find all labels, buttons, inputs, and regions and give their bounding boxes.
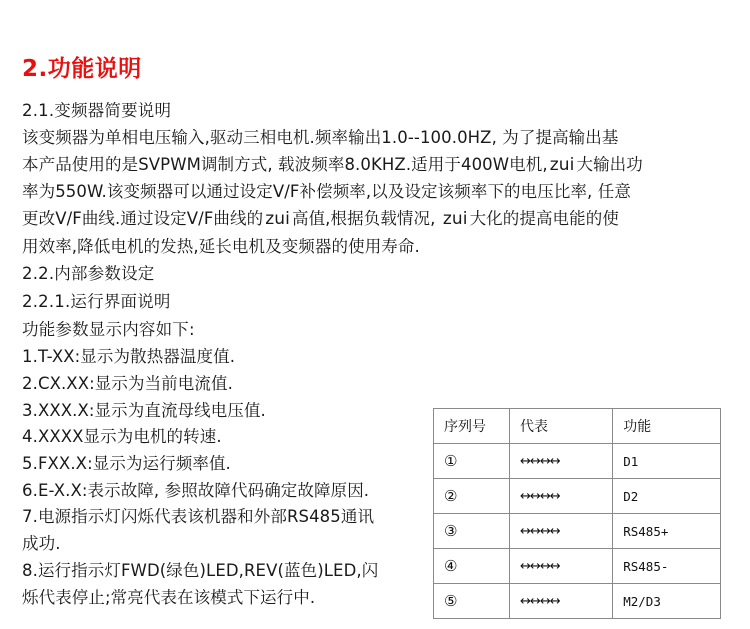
subsection-heading-2-2-1: 2.2.1.运行界面说明	[22, 291, 171, 311]
page-title: 2.功能说明	[22, 56, 142, 82]
paragraph-line-4-zui-2: zui	[442, 209, 468, 230]
list-item: 8.运行指示灯FWD(绿色)LED,REV(蓝色)LED,闪	[22, 560, 379, 580]
paragraph-line-2-text: 本产品使用的是SVPWM调制方式, 载波频率8.0KHZ.适用于400W电机,	[22, 154, 548, 174]
paragraph-line-5: 用效率,降低电机的发热,延长电机及变频器的使用寿命.	[22, 236, 420, 256]
list-item: 3.XXX.X:显示为直流母线电压值.	[22, 400, 266, 420]
paragraph-line-2-tail: 大输出功	[576, 154, 643, 174]
list-item: 5.FXX.X:显示为运行频率值.	[22, 453, 231, 473]
table-cell-rep: ↔↔↔↔	[510, 479, 613, 514]
subsection-heading-2-2: 2.2.内部参数设定	[22, 264, 155, 284]
paragraph-line-4-a: 更改V/F曲线.通过设定V/F曲线的	[22, 209, 264, 229]
table-row	[434, 479, 721, 514]
lead-in-text: 功能参数显示内容如下:	[22, 319, 195, 339]
paragraph-line-4-b: 高值,根据负载情况,	[291, 209, 436, 229]
paragraph-line-1: 该变频器为单相电压输入,驱动三相电机.频率输出1.0--100.0HZ, 为了提高输出基	[22, 128, 619, 148]
table-cell-no: ③	[434, 514, 510, 549]
table-row	[434, 584, 721, 619]
paragraph-line-2-zui: zui	[549, 154, 575, 175]
table-cell-no: ④	[434, 549, 510, 584]
table-cell-no: ①	[434, 444, 510, 479]
table-header-cell-func: 功能	[613, 409, 721, 444]
table-cell-rep: ↔↔↔↔	[510, 549, 613, 584]
table-cell-func: RS485-	[613, 549, 721, 584]
list-item: 烁代表停止;常亮代表在该模式下运行中.	[22, 587, 316, 607]
table-cell-func: M2/D3	[613, 584, 721, 619]
table-cell-no: ⑤	[434, 584, 510, 619]
list-item: 2.CX.XX:显示为当前电流值.	[22, 373, 233, 393]
table-header-cell-no: 序列号	[434, 409, 510, 444]
table-cell-func: D1	[613, 444, 721, 479]
list-item: 6.E-X.X:表示故障, 参照故障代码确定故障原因.	[22, 480, 370, 500]
table-cell-rep: ↔↔↔↔	[510, 514, 613, 549]
table-cell-func: RS485+	[613, 514, 721, 549]
list-item: 7.电源指示灯闪烁代表该机器和外部RS485通讯	[22, 507, 375, 527]
paragraph-line-4	[22, 206, 726, 234]
table-cell-rep: ↔↔↔↔	[510, 584, 613, 619]
list-item: 1.T-XX:显示为散热器温度值.	[22, 347, 236, 367]
paragraph-line-2	[22, 152, 726, 180]
table-row	[434, 549, 721, 584]
numbered-list	[22, 344, 442, 611]
table-cell-rep: ↔↔↔↔	[510, 444, 613, 479]
subsection-heading-2-1: 2.1.变频器简要说明	[22, 100, 172, 120]
list-item: 4.XXXX显示为电机的转速.	[22, 427, 222, 447]
table-cell-no: ②	[434, 479, 510, 514]
list-item: 成功.	[22, 534, 61, 554]
paragraph-inverter-overview	[22, 125, 726, 260]
paragraph-line-3: 率为550W.该变频器可以通过设定V/F补偿频率,以及设定该频率下的电压比率, 任意	[22, 182, 631, 202]
table-header-row	[434, 409, 721, 444]
table-row	[434, 514, 721, 549]
paragraph-line-4-zui: zui	[265, 209, 290, 230]
table-row	[434, 444, 721, 479]
terminal-function-table	[433, 408, 721, 619]
table-cell-func: D2	[613, 479, 721, 514]
table-header-cell-rep: 代表	[510, 409, 613, 444]
paragraph-line-4-c: 大化的提高电能的使	[469, 209, 619, 229]
